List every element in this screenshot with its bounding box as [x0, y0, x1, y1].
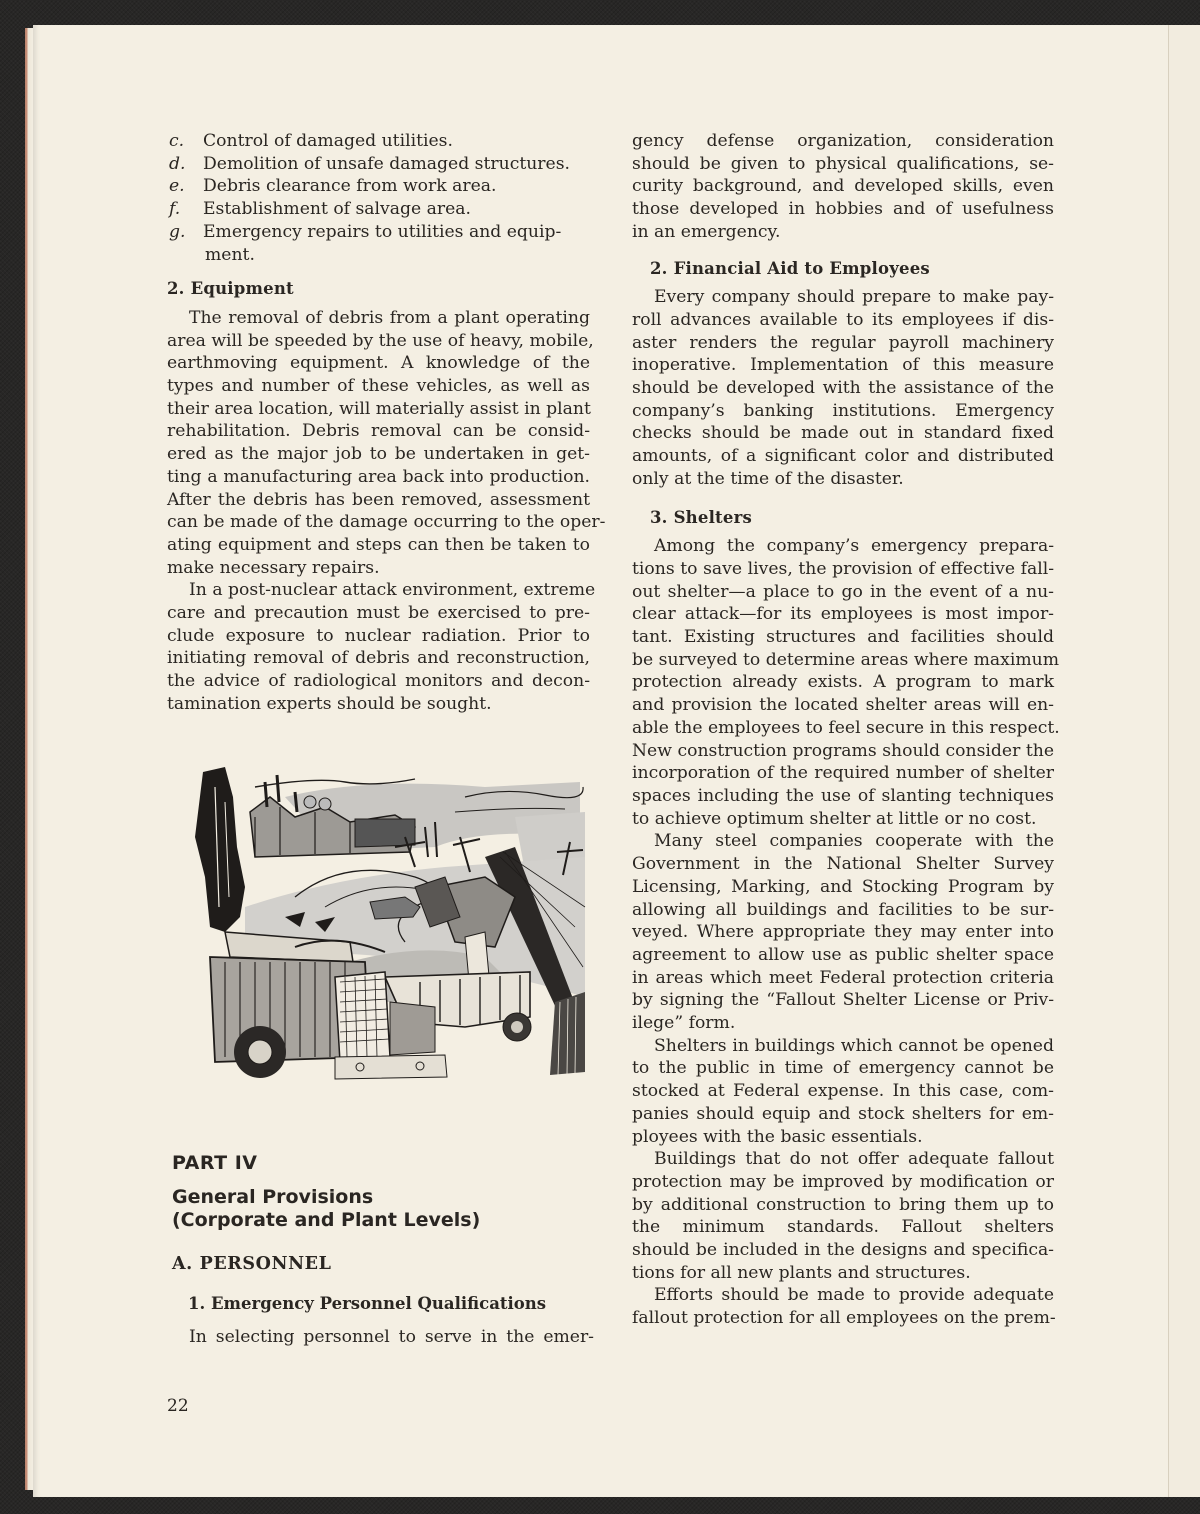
text-line: aster renders the regular payroll machinery [632, 332, 1054, 353]
text-line: fallout protection for all employees on the prem- [632, 1308, 1056, 1329]
text-line: Many steel companies cooperate with the [654, 831, 1054, 852]
shelters-paragraph-1 [632, 535, 1060, 830]
qualifications-paragraph-continued [632, 130, 1054, 244]
text-line: should be given to physical qualifications, se- [632, 153, 1054, 174]
text-line: and provision the located shelter areas will en- [632, 695, 1054, 716]
financial-aid-paragraph [632, 286, 1054, 490]
shelters-paragraph-4 [632, 1148, 1054, 1284]
text-line: those developed in hobbies and of usefulness [632, 199, 1054, 220]
text-line: ting a manufacturing area back into production. [167, 466, 590, 487]
text-line: tions to save lives, the provision of effective fall- [632, 558, 1054, 579]
text-line: in an emergency. [632, 221, 781, 242]
text-line: gency defense organization, consideration [632, 131, 1054, 151]
text-line: should be included in the designs and specifica- [632, 1240, 1054, 1261]
adjacent-page-edge [1168, 25, 1200, 1497]
part-subtitle [172, 1186, 480, 1232]
page-edge [25, 28, 33, 1490]
text-line: agreement to allow use as public shelter space [632, 944, 1054, 965]
text-line: Licensing, Marking, and Stocking Program by [632, 876, 1054, 897]
left-column [167, 130, 606, 716]
financial-aid-heading: 2. Financial Aid to Employees [650, 258, 930, 278]
text-line: be surveyed to determine areas where maximum [632, 649, 1060, 670]
text-line: should be developed with the assistance of the [632, 378, 1054, 399]
text-line: to the public in time of emergency cannot be [632, 1058, 1054, 1079]
text-line: allowing all buildings and facilities to be sur- [632, 899, 1054, 920]
text-line: roll advances available to its employees if dis- [632, 309, 1054, 330]
shelters-paragraph-2 [632, 830, 1054, 1034]
part-title: PART IV [172, 1152, 258, 1174]
text-line: able the employees to feel secure in this respect. [632, 717, 1060, 738]
text-line: amounts, of a significant color and distributed [632, 446, 1054, 467]
text-line: incorporation of the required number of shelter [632, 763, 1054, 784]
nuclear-precaution-paragraph [167, 579, 596, 715]
list-item: f. Establishment of salvage area. [169, 199, 471, 220]
text-line: by signing the “Fallout Shelter License or Priv- [632, 990, 1054, 1011]
text-line: out shelter—a place to go in the event of a nu- [632, 581, 1054, 602]
text-line: clude exposure to nuclear radiation. Prior to [167, 625, 590, 646]
list-item-continuation: ment. [205, 244, 255, 265]
text-line: spaces including the use of slanting techniques [632, 785, 1054, 806]
shelters-heading: 3. Shelters [650, 507, 752, 527]
text-line: panies should equip and stock shelters for em- [632, 1103, 1054, 1124]
text-line: rehabilitation. Debris removal can be consid- [167, 421, 590, 442]
part-subtitle-line: General Provisions [172, 1186, 374, 1208]
text-line: clear attack—for its employees is most impor- [632, 604, 1054, 625]
text-line: protection may be improved by modification or [632, 1171, 1054, 1192]
text-line: Buildings that do not offer adequate fallout [654, 1149, 1054, 1170]
text-line: tamination experts should be sought. [167, 693, 492, 714]
text-line: their area location, will materially assist in plant [167, 398, 591, 419]
list-item: g. Emergency repairs to utilities and equip- [169, 221, 562, 242]
text-line: earthmoving equipment. A knowledge of the [167, 353, 590, 374]
text-line: inoperative. Implementation of this measure [632, 355, 1054, 376]
debris-clearance-illustration [185, 757, 587, 1082]
text-line: can be made of the damage occurring to the oper- [167, 512, 606, 533]
text-line: checks should be made out in standard fixed [632, 423, 1054, 444]
equipment-paragraph [167, 307, 606, 579]
text-line: stocked at Federal expense. In this case, com- [632, 1081, 1054, 1102]
text-line: to achieve optimum shelter at little or no cost. [632, 808, 1037, 829]
text-line: After the debris has been removed, assessment [167, 489, 590, 510]
text-line: The removal of debris from a plant operating [189, 307, 590, 328]
shelters-paragraph-5 [632, 1284, 1054, 1329]
text-line: only at the time of the disaster. [632, 468, 904, 489]
page-number: 22 [167, 1396, 189, 1416]
list-item: d. Demolition of unsafe damaged structures. [169, 153, 570, 174]
equipment-heading: 2. Equipment [167, 279, 294, 299]
damage-control-list [167, 130, 590, 266]
text-line: company’s banking institutions. Emergency [632, 400, 1054, 421]
text-line: curity background, and developed skills, even [632, 176, 1054, 197]
section-heading-personnel: A. PERSONNEL [172, 1254, 332, 1274]
text-line: ered as the major job to be undertaken in get- [167, 444, 590, 465]
text-line: ilege” form. [632, 1013, 736, 1034]
right-column [632, 130, 1060, 1330]
text-line: Government in the National Shelter Survey [632, 854, 1054, 875]
text-line: tions for all new plants and structures. [632, 1262, 971, 1283]
illustration-drawing [185, 757, 587, 1082]
text-line: care and precaution must be exercised to pre- [167, 603, 590, 624]
text-line: protection already exists. A program to mark [632, 672, 1054, 693]
list-item: c. Control of damaged utilities. [169, 131, 453, 151]
text-line: types and number of these vehicles, as well as [167, 376, 590, 397]
text-line: in areas which meet Federal protection criteria [632, 967, 1054, 988]
text-line: initiating removal of debris and reconstruction, [167, 648, 590, 669]
list-item: e. Debris clearance from work area. [169, 176, 497, 197]
text-line: Efforts should be made to provide adequate [654, 1285, 1054, 1306]
text-line: New construction programs should consider the [632, 740, 1054, 761]
text-line: tant. Existing structures and facilities should [632, 627, 1054, 648]
text-line: Shelters in buildings which cannot be opened [654, 1035, 1054, 1056]
text-line: ployees with the basic essentials. [632, 1126, 923, 1147]
text-line: Every company should prepare to make pay- [654, 287, 1054, 308]
text-line: ating equipment and steps can then be taken to [167, 534, 590, 555]
shelters-paragraph-3 [632, 1035, 1054, 1149]
text-line: the minimum standards. Fallout shelters [632, 1217, 1054, 1238]
text-line: area will be speeded by the use of heavy, mobile, [167, 330, 594, 351]
text-line: veyed. Where appropriate they may enter into [632, 922, 1054, 943]
text-line: In a post-nuclear attack environment, extreme [189, 580, 596, 601]
text-line: Among the company’s emergency prepara- [654, 536, 1054, 557]
subsection-heading-qualifications: 1. Emergency Personnel Qualifications [188, 1294, 547, 1313]
qualifications-paragraph-start: In selecting personnel to serve in the emer- [189, 1327, 594, 1347]
text-line: the advice of radiological monitors and decon- [167, 671, 590, 692]
text-line: by additional construction to bring them up to [632, 1194, 1054, 1215]
text-line: make necessary repairs. [167, 557, 380, 578]
part-subtitle-line: (Corporate and Plant Levels) [172, 1209, 481, 1231]
